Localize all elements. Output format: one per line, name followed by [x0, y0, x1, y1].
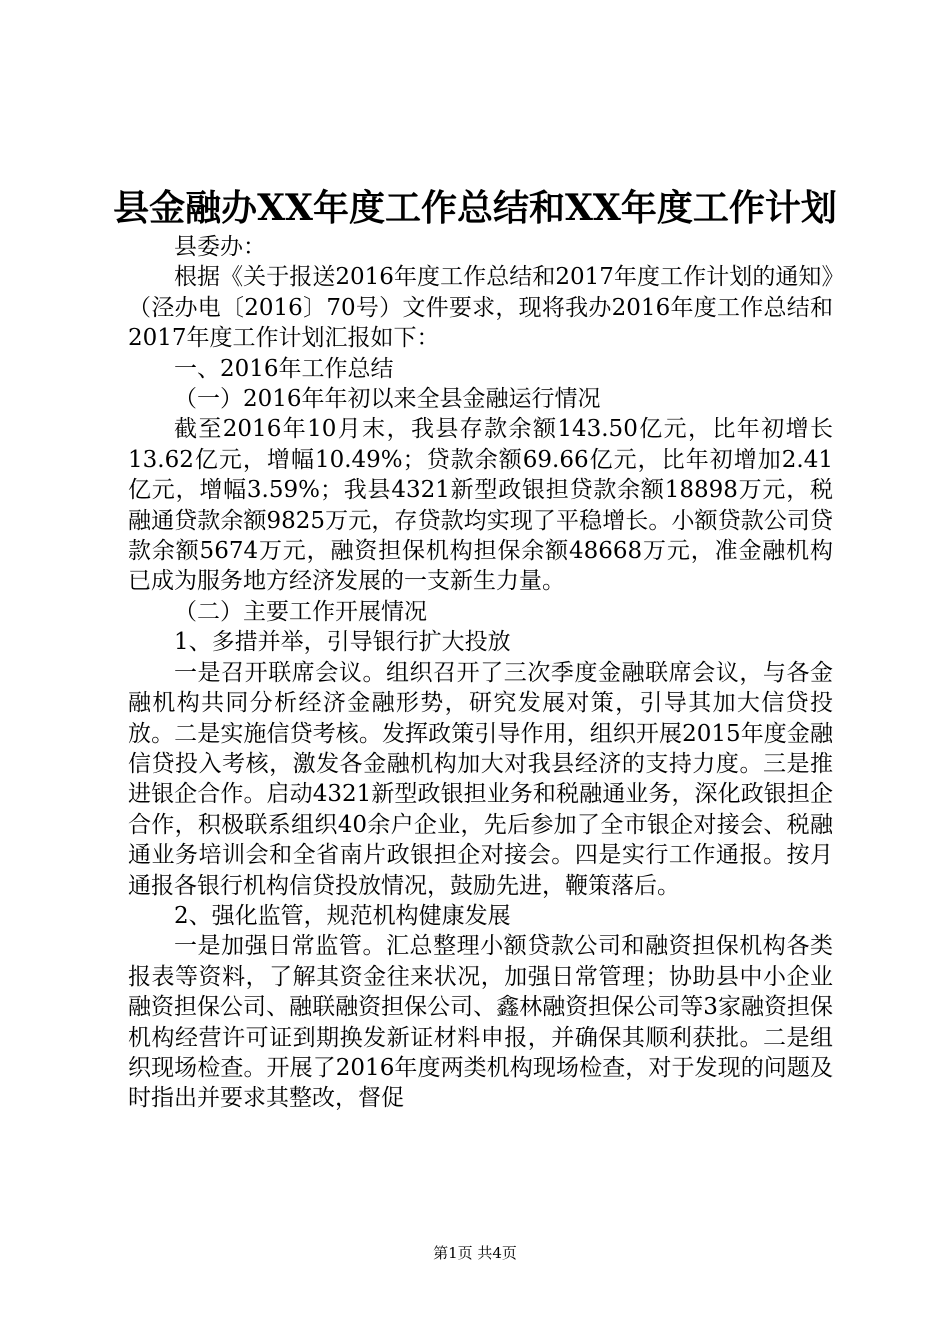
- section-heading: 一、2016年工作总结: [174, 355, 394, 382]
- item-heading: 2、强化监管，规范机构健康发展: [174, 902, 511, 929]
- body-paragraph: 一是加强日常监管。汇总整理小额贷款公司和融资担保机构各类报表等资料，了解其资金往来状况，加强日常管理；协助县中小企业融资担保公司、融联融资担保公司、鑫林融资担保公司等3家融资担保机构经营许可证到期换发新证材料申报，并确保其顺利获批。二是组织现场检查。开展了2016年度两类机构现场检查，对于发现的问题及时指出并要求其整改，督促: [128, 933, 833, 1112]
- document-title: 县金融办XX年度工作总结和XX年度工作计划: [113, 187, 837, 229]
- subsection-heading: （二）主要工作开展情况: [174, 598, 427, 625]
- body-paragraph: 一是召开联席会议。组织召开了三次季度金融联席会议，与各金融机构共同分析经济金融形势，研究发展对策，引导其加大信贷投放。二是实施信贷考核。发挥政策引导作用，组织开展2015年度金融信贷投入考核，激发各金融机构加大对我县经济的支持力度。三是推进银企合作。启动4321新型政银担业务和税融通业务，深化政银担企合作，积极联系组织40余户企业，先后参加了全市银企对接会、税融通业务培训会和全省南片政银担企对接会。四是实行工作通报。按月通报各银行机构信贷投放情况，鼓励先进，鞭策落后。: [128, 659, 833, 899]
- salutation: 县委办：: [174, 234, 266, 260]
- page-footer: 第1页 共4页: [433, 1244, 517, 1262]
- document-body: [128, 232, 833, 1114]
- item-heading: 1、多措并举，引导银行扩大投放: [174, 629, 511, 656]
- body-paragraph: 截至2016年10月末，我县存款余额143.50亿元，比年初增长13.62亿元，增幅10.49%；贷款余额69.66亿元，比年初增加2.41亿元，增幅3.59%；我县4321新型政银担贷款余额18898万元，税融通贷款余额9825万元，存贷款均实现了平稳增长。小额贷款公司贷款余额5674万元，融资担保机构担保余额48668万元，准金融机构已成为服务地方经济发展的一支新生力量。: [128, 416, 833, 595]
- subsection-heading: （一）2016年年初以来全县金融运行情况: [174, 386, 601, 413]
- intro-paragraph: 根据《关于报送2016年度工作总结和2017年度工作计划的通知》（泾办电〔2016〕70号）文件要求，现将我办2016年度工作总结和2017年度工作计划汇报如下：: [128, 264, 833, 352]
